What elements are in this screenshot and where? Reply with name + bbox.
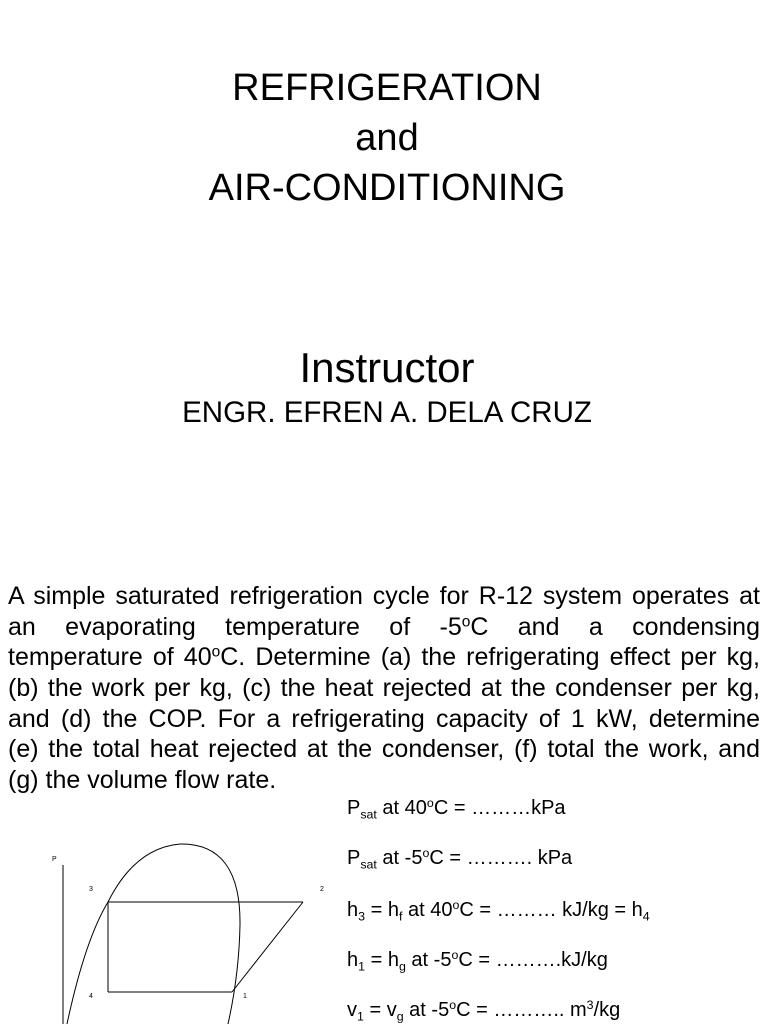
equation-text: = v <box>363 999 397 1021</box>
pressure-axis-label: P <box>52 856 57 863</box>
point-4-label: 4 <box>89 993 93 1000</box>
title-line-air-conditioning: AIR-CONDITIONING <box>208 167 566 209</box>
course-title <box>6 63 768 213</box>
problem-line <box>8 704 760 735</box>
equation-text: at -5 <box>376 847 423 869</box>
equation-text: /kg <box>593 999 621 1021</box>
equation-subscript: 3 <box>358 909 366 924</box>
point-1-label: 1 <box>243 993 247 1000</box>
equation-text: h <box>347 949 359 971</box>
saturation-dome <box>67 844 240 1024</box>
equation-text: P <box>347 847 361 869</box>
equation-psat-evaporating <box>347 846 572 870</box>
problem-text: temperature of 40 <box>8 643 212 672</box>
equation-text: at 40 <box>376 797 427 819</box>
equation-h3 <box>347 898 650 922</box>
degree-superscript: o <box>449 998 457 1013</box>
equation-psat-condensing <box>347 796 566 820</box>
problem-text: C and a condensing <box>470 612 760 641</box>
point-2-label: 2 <box>320 886 324 893</box>
ph-diagram <box>40 840 340 1024</box>
degree-superscript: o <box>211 643 221 661</box>
degree-superscript: o <box>451 948 459 963</box>
problem-line <box>8 765 760 796</box>
equation-subscript: 1 <box>358 959 366 974</box>
equation-subscript: 1 <box>357 1009 364 1024</box>
equation-h1 <box>347 948 608 972</box>
equation-text: h <box>347 899 359 921</box>
instructor-name: ENGR. EFREN A. DELA CRUZ <box>182 396 592 429</box>
degree-superscript: o <box>461 613 471 631</box>
equation-text: C = ……….kJ/kg <box>458 949 608 971</box>
problem-line <box>8 581 760 612</box>
equation-subscript: sat <box>360 857 377 872</box>
title-line-and: and <box>355 117 419 159</box>
equation-v1 <box>347 998 620 1022</box>
problem-line <box>8 734 760 765</box>
equation-text: C = ………. kPa <box>429 847 573 869</box>
problem-line <box>8 612 760 643</box>
compression-line <box>232 902 303 992</box>
equation-subscript: f <box>398 909 403 924</box>
problem-text: (g) the volume flow rate. <box>8 766 277 795</box>
equation-text: at -5 <box>403 999 450 1021</box>
equation-text: C = ……….. m <box>456 999 587 1021</box>
problem-text: A simple saturated refrigeration cycle for R-12 system operates at <box>8 582 760 610</box>
equation-subscript: 4 <box>642 909 650 924</box>
problem-statement <box>8 581 760 796</box>
equation-subscript: g <box>398 959 406 974</box>
problem-text: and (d) the COP. For a refrigerating capacity of 1 kW, determine <box>8 704 760 733</box>
equation-text: = h <box>365 899 399 921</box>
problem-text: (e) the total heat rejected at the condenser, (f) total the work, and <box>8 735 760 764</box>
degree-superscript: o <box>422 846 430 861</box>
instructor-heading: Instructor <box>299 344 475 391</box>
equation-subscript: g <box>396 1009 404 1024</box>
problem-line <box>8 642 760 673</box>
equation-text: C = ……… kJ/kg = h <box>459 899 643 921</box>
equation-text: at 40 <box>402 899 453 921</box>
equation-text: = h <box>365 949 399 971</box>
degree-superscript: o <box>426 796 434 811</box>
equation-text: P <box>347 797 361 819</box>
equation-text: C = ………kPa <box>433 797 566 819</box>
problem-text: C. Determine (a) the refrigerating effect per kg, <box>220 643 760 672</box>
equation-text: v <box>347 999 357 1021</box>
exponent-superscript: 3 <box>586 998 594 1013</box>
degree-superscript: o <box>452 898 460 913</box>
problem-line <box>8 673 760 704</box>
equation-text: at -5 <box>405 949 452 971</box>
problem-text: an evaporating temperature of -5 <box>8 612 462 641</box>
title-line-refrigeration: REFRIGERATION <box>232 67 542 109</box>
equation-subscript: sat <box>360 807 377 822</box>
problem-text: (b) the work per kg, (c) the heat rejected at the condenser per kg, <box>8 674 760 703</box>
point-3-label: 3 <box>89 886 93 893</box>
